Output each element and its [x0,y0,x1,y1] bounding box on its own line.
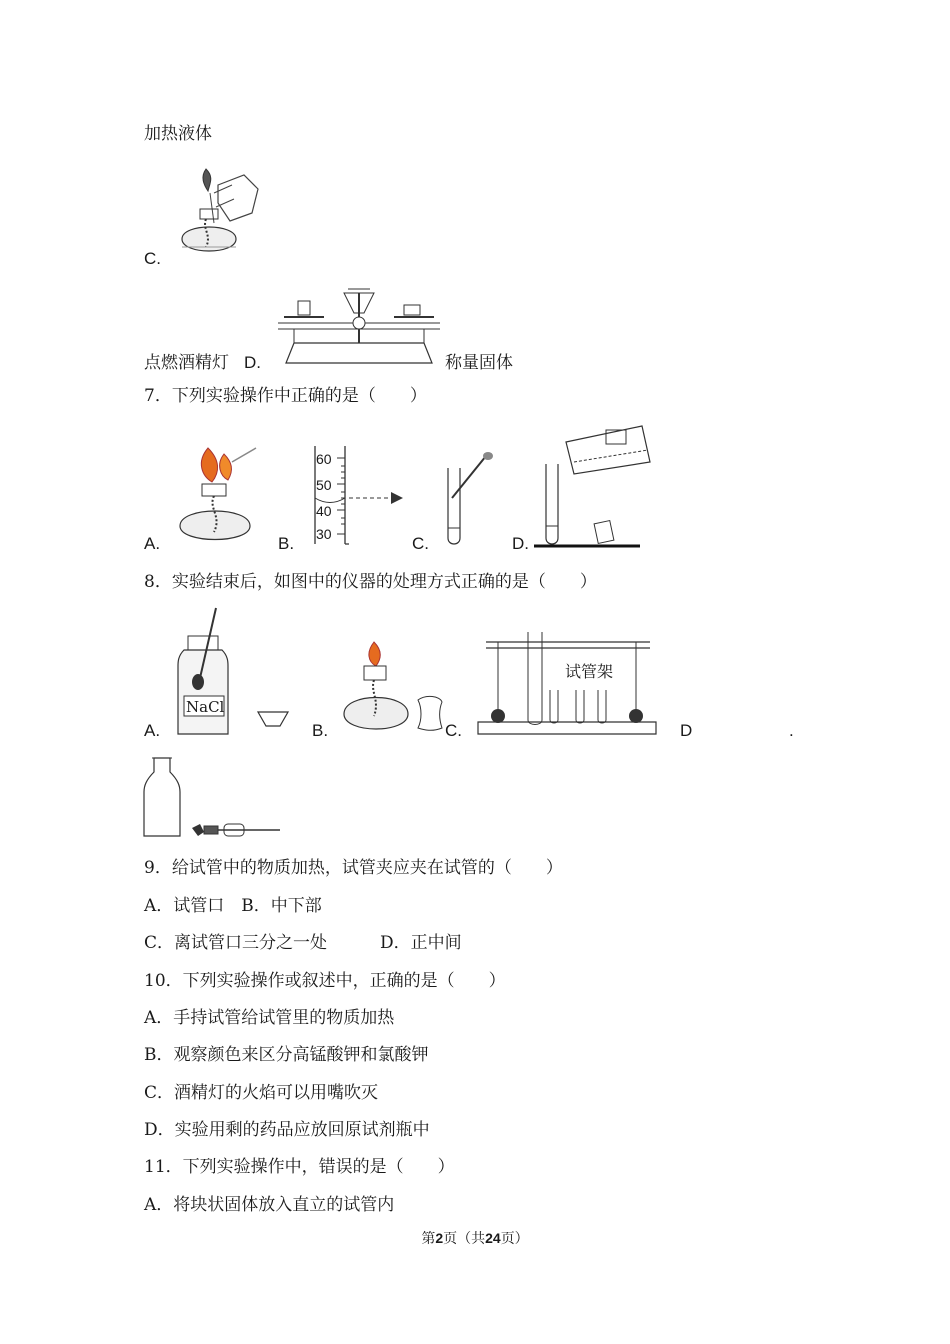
q7-test-tube-dropper-figure [440,454,496,548]
option-d-label: D. [244,353,261,372]
q8-option-d-trailing-dot: . [789,721,794,740]
q10-option-d: D．实验用剩的药品应放回原试剂瓶中 [144,1120,430,1140]
footer-page-number: 2 [435,1230,444,1246]
footer-mid: 页（共 [443,1231,486,1247]
footer-suffix: 页） [500,1231,529,1247]
q8-test-tube-rack-figure [476,630,658,740]
q7-option-c-label: C. [412,534,429,553]
option-c-label: C. [144,249,161,268]
q10-option-b: B．观察颜色来区分高锰酸钾和氯酸钾 [144,1045,429,1065]
q7-stem: 7．下列实验操作中正确的是（ ） [144,386,427,406]
light-lamp-caption: 点燃酒精灯 [144,353,229,373]
q9-option-d: D．正中间 [380,933,462,953]
q7-lamp-figure [172,440,268,548]
q8-option-b-label: B. [312,721,329,740]
q8-nacl-bottle-figure [170,606,294,738]
q8-option-a-label: A. [144,721,161,740]
q9-stem: 9．给试管中的物质加热，试管夹应夹在试管的（ ） [144,858,563,878]
q7-option-a-label: A. [144,534,161,553]
q8-nacl-bottle-label: NaCl [186,698,225,716]
q8-test-tube-rack-label: 试管架 [565,662,614,681]
q7-pouring-liquid-figure [530,422,650,550]
q7-option-b-label: B. [278,534,295,553]
q8-flask-dropper-figure [140,756,284,840]
q7-cylinder-tick-50: 50 [316,477,332,493]
q10-option-a: A．手持试管给试管里的物质加热 [144,1008,395,1028]
lamp-lighting-lamp-figure [174,163,266,265]
q10-option-c: C．酒精灯的火焰可以用嘴吹灭 [144,1083,379,1103]
q7-cylinder-tick-60: 60 [316,451,332,467]
weigh-solid-caption: 称量固体 [445,353,513,373]
page-footer [0,1228,950,1248]
q8-alcohol-lamp-figure [336,636,446,738]
q11-option-a: A．将块状固体放入直立的试管内 [144,1195,395,1215]
q7-cylinder-tick-30: 30 [316,526,332,542]
q8-stem: 8．实验结束后，如图中的仪器的处理方式正确的是（ ） [144,572,597,592]
q11-stem: 11．下列实验操作中，错误的是（ ） [144,1157,455,1177]
q8-option-c-label: C. [445,721,462,740]
q10-stem: 10．下列实验操作或叙述中，正确的是（ ） [144,971,506,991]
q9-option-c: C．离试管口三分之一处 [144,933,328,953]
footer-prefix: 第 [421,1231,436,1247]
q9-options-a-b: A．试管口 B．中下部 [144,896,322,916]
balance-scale-figure [274,283,444,365]
heat-liquid-caption: 加热液体 [144,124,212,144]
q7-option-d-label: D. [512,534,529,553]
q7-cylinder-tick-40: 40 [316,503,332,519]
footer-total-pages: 24 [485,1230,501,1246]
q8-option-d-label: D [680,721,693,740]
